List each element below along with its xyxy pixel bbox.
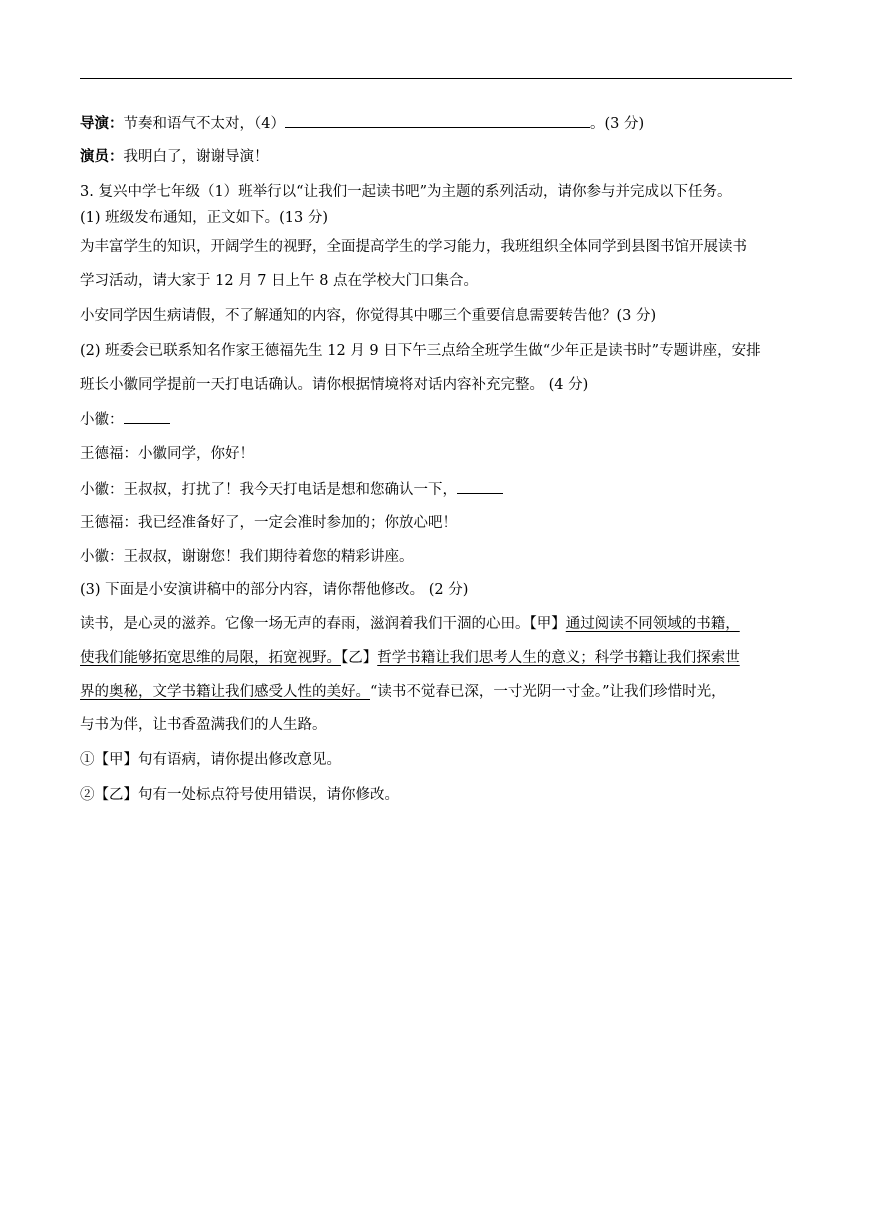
speech-line-4: 与书为伴，让书香盈满我们的人生路。 xyxy=(80,717,327,733)
task-1-heading: (1) 班级发布通知，正文如下。(13 分) xyxy=(80,210,329,226)
notice-text-2: 学习活动，请大家于 12 月 7 日上午 8 点在学校大门口集合。 xyxy=(80,273,479,289)
speech-text: “读书不觉春已深，一寸光阴一寸金。”让我们珍惜时光， xyxy=(370,684,726,700)
director-score: 。(3 分) xyxy=(589,116,645,132)
answer-blank-dialog-1[interactable] xyxy=(124,409,170,424)
dialog-text: 小徽： xyxy=(80,412,124,428)
speech-underlined: 通过阅读不同领域的书籍， xyxy=(565,616,740,632)
answer-blank-dialog-2[interactable] xyxy=(457,479,503,494)
speech-underlined: 界的奥秘，文学书籍让我们感受人性的美好。 xyxy=(80,684,370,700)
question-3-title: 3. 复兴中学七年级（1）班举行以“让我们一起读书吧”为主题的系列活动，请你参与并完成以下任务。 xyxy=(80,184,732,200)
speech-line-2 xyxy=(80,648,795,668)
speech-underlined: 哲学书籍让我们思考人生的意义；科学书籍让我们探索世 xyxy=(377,650,740,666)
director-label: 导演： xyxy=(80,115,124,132)
notice-text-1: 为丰富学生的知识，开阔学生的视野，全面提高学生的学习能力，我班组织全体同学到县图书馆开展读书 xyxy=(80,239,747,255)
director-text: 节奏和语气不太对，（4） xyxy=(123,116,285,132)
header-rule xyxy=(80,78,792,79)
director-line xyxy=(80,113,795,134)
speech-text: 读书，是心灵的滋养。它像一场无声的春雨，滋润着我们干涸的心田。【甲】 xyxy=(80,616,566,632)
speech-underlined: 使我们能够拓宽思维的局限，拓宽视野。 xyxy=(80,650,341,666)
answer-blank-4[interactable] xyxy=(285,113,590,128)
speech-line-3 xyxy=(80,682,795,702)
actor-label: 演员： xyxy=(80,148,124,165)
sub-question-1: ①【甲】句有语病，请你提出修改意见。 xyxy=(80,752,341,768)
dialog-line-5: 小徽：王叔叔，谢谢您！我们期待着您的精彩讲座。 xyxy=(80,549,414,565)
task-1-question: 小安同学因生病请假，不了解通知的内容，你觉得其中哪三个重要信息需要转告他？(3 分) xyxy=(80,308,657,324)
task-2-heading-1: (2) 班委会已联系知名作家王德福先生 12 月 9 日下午三点给全班学生做“少年正是读书时”专题讲座，安排 xyxy=(80,343,761,359)
task-2-heading-2: 班长小徽同学提前一天打电话确认。请你根据情境将对话内容补充完整。 (4 分) xyxy=(80,377,589,393)
dialog-line-1 xyxy=(80,409,795,430)
speech-line-1 xyxy=(80,614,795,634)
sub-question-2: ②【乙】句有一处标点符号使用错误，请你修改。 xyxy=(80,787,399,803)
dialog-line-2: 王德福：小徽同学，你好！ xyxy=(80,446,254,462)
dialog-text: 小徽：王叔叔，打扰了！我今天打电话是想和您确认一下， xyxy=(80,482,457,498)
dialog-line-4: 王德福：我已经准备好了，一定会准时参加的；你放心吧！ xyxy=(80,515,457,531)
actor-line xyxy=(80,147,795,167)
actor-text: 我明白了，谢谢导演！ xyxy=(123,149,269,165)
task-3-heading: (3) 下面是小安演讲稿中的部分内容，请你帮他修改。 (2 分) xyxy=(80,582,469,598)
speech-text: 【乙】 xyxy=(341,650,378,666)
dialog-line-3 xyxy=(80,479,795,500)
